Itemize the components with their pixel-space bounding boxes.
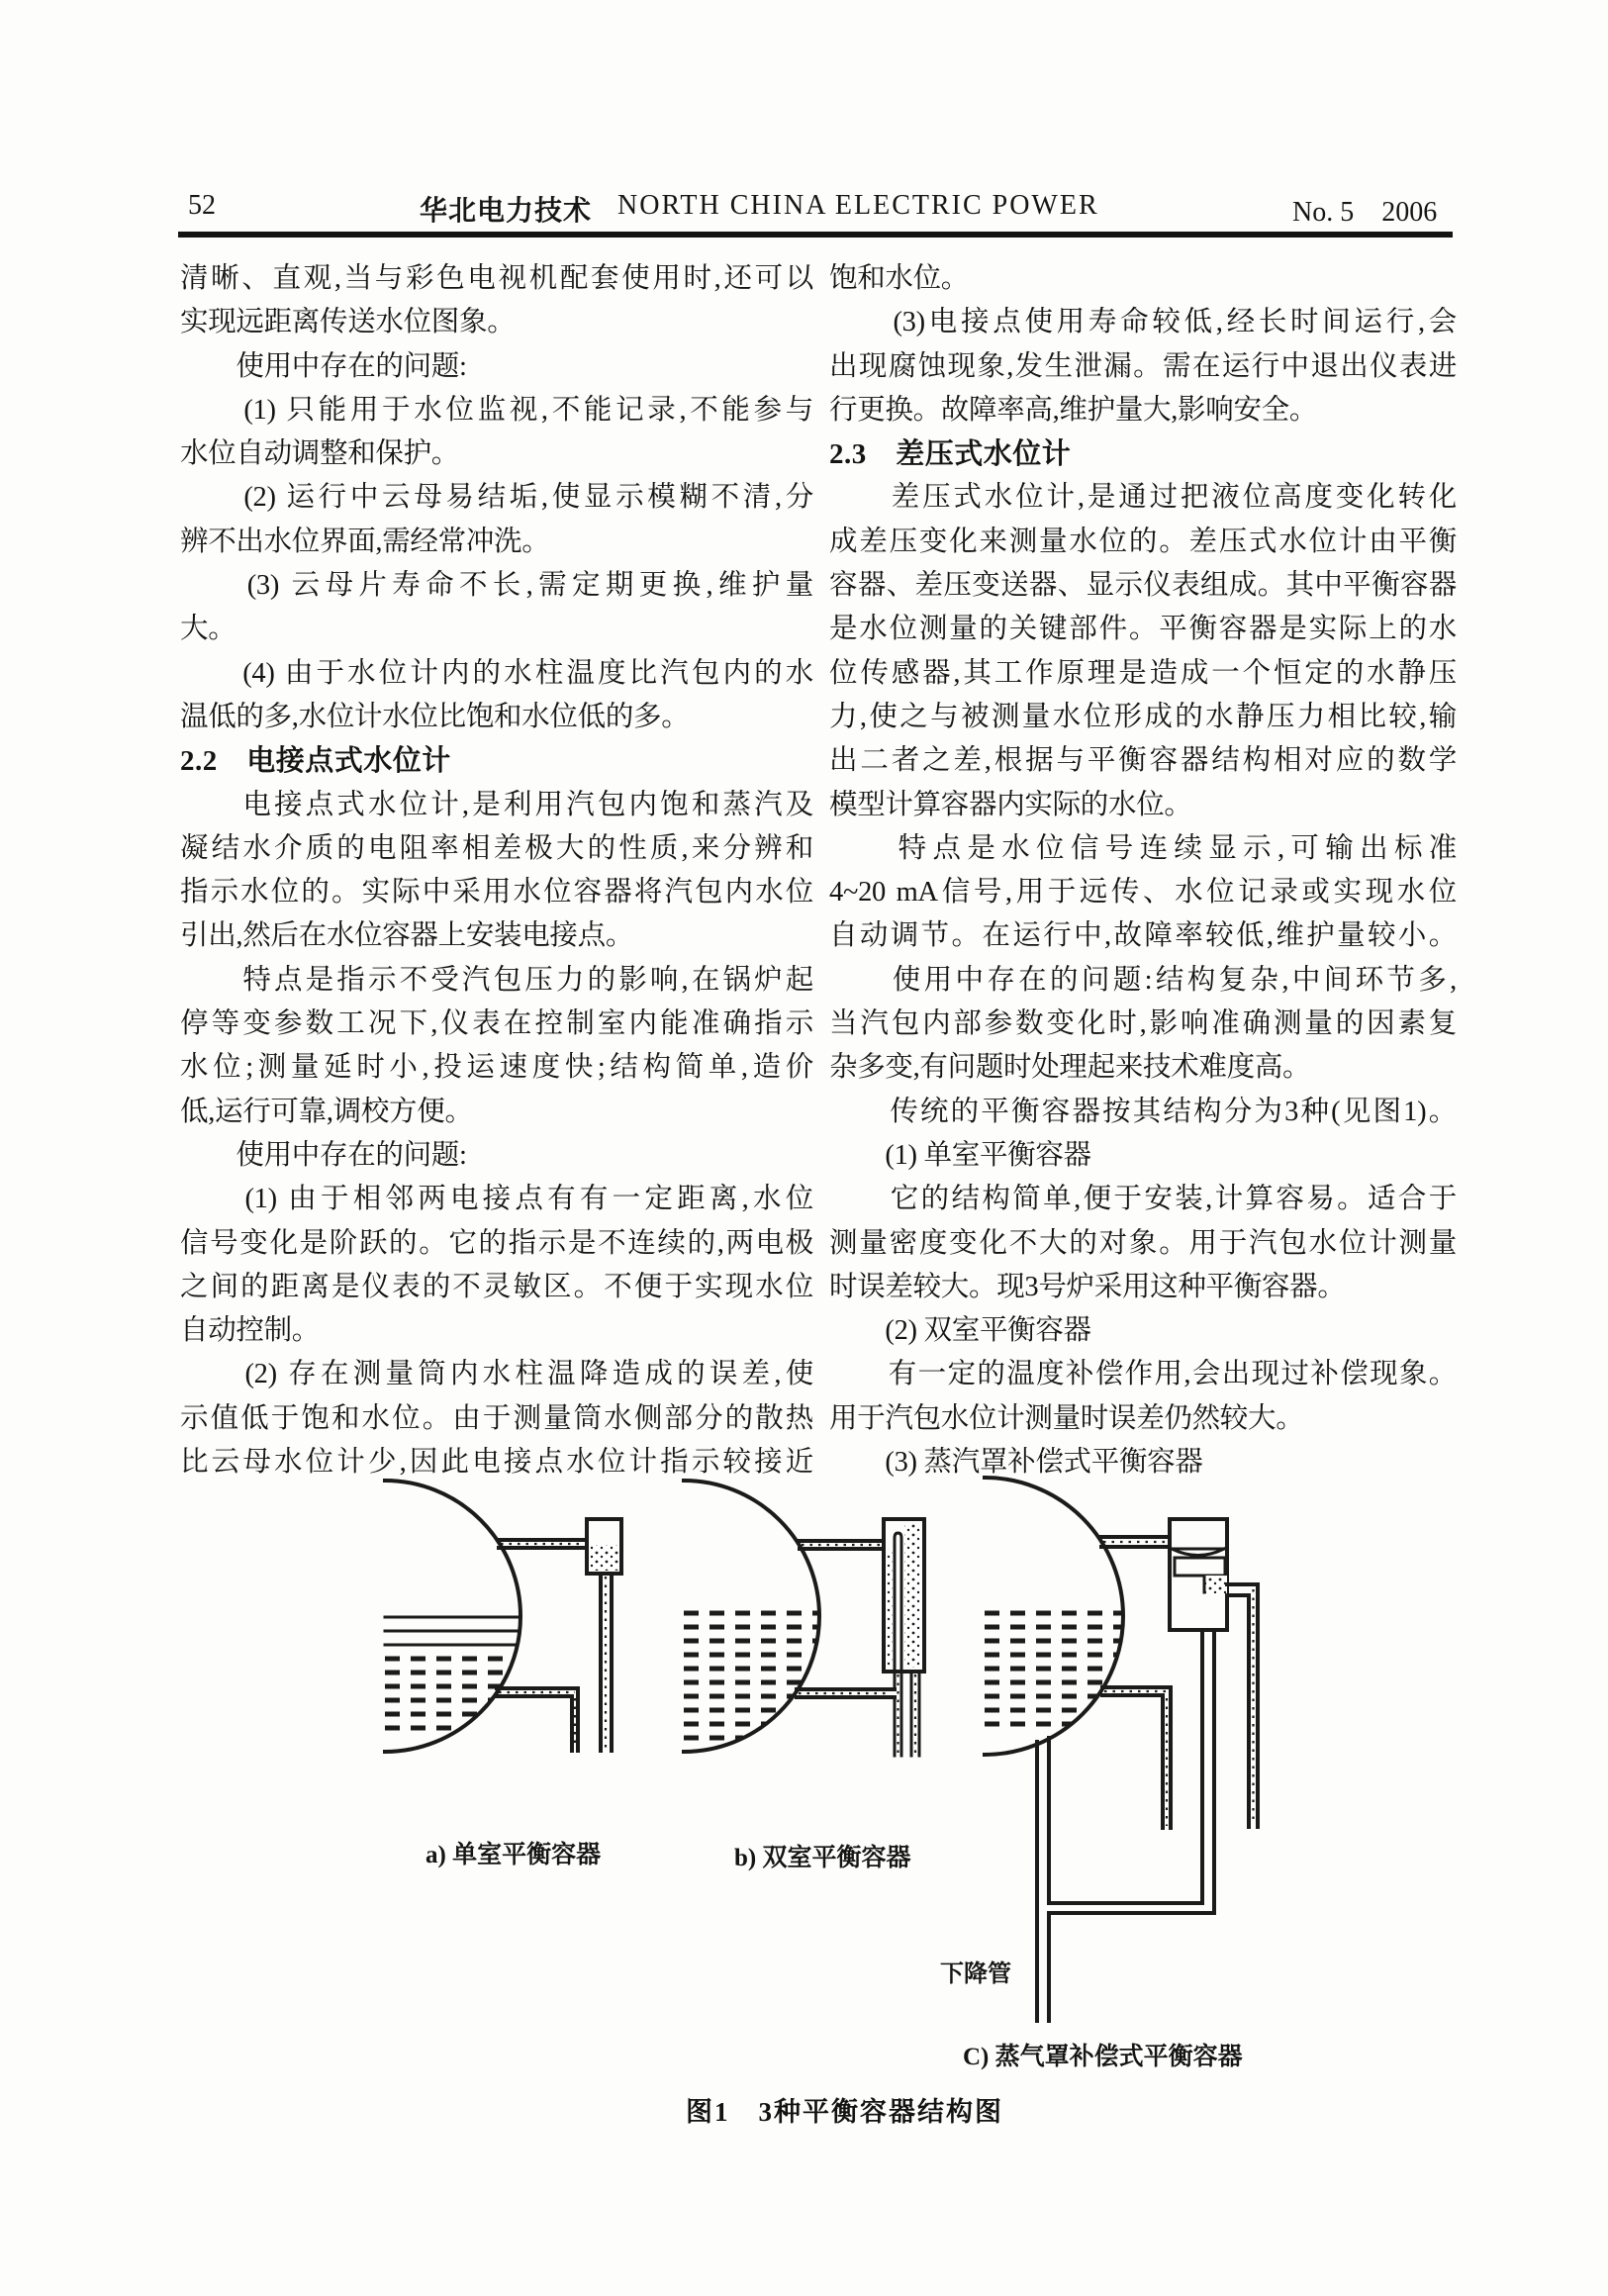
issue-number: No. 5 2006 [1292,197,1438,228]
text-line: 4~20 mA信号,用于远传、水位记录或实现水位 [829,877,1457,909]
header-rule [178,232,1453,238]
text-line: 示值低于饱和水位。由于测量筒水侧部分的散热 [180,1402,813,1434]
text-line: 它的结构简单,便于安装,计算容易。适合于 [829,1184,1457,1215]
text-line: 容器、差压变送器、显示仪表组成。其中平衡容器 [829,570,1457,602]
text-line: 指示水位的。实际中采用水位容器将汽包内水位 [180,877,813,909]
text-line: (1) 单室平衡容器 [829,1139,1091,1171]
text-line: 饱和水位。 [829,263,970,294]
text-line: 用于汽包水位计测量时误差仍然较大。 [829,1402,1304,1434]
text-line: 是水位测量的关键部件。平衡容器是实际上的水 [829,614,1457,645]
text-line: 杂多变,有问题时处理起来技术难度高。 [829,1052,1311,1084]
text-line: (3) 蒸汽罩补偿式平衡容器 [829,1447,1203,1479]
journal-title-cn: 华北电力技术 [420,196,593,227]
text-line: 水位;测量延时小,投运速度快;结构简单,造价 [180,1052,813,1084]
text-line: 低,运行可靠,调校方便。 [180,1096,473,1127]
text-line: 辨不出水位界面,需经常冲洗。 [180,526,550,557]
text-line: 测量密度变化不大的对象。用于汽包水位计测量 [829,1227,1457,1259]
text-line: 比云母水位计少,因此电接点水位计指示较接近 [180,1447,813,1479]
figure-caption: 图1 3种平衡容器结构图 [686,2097,1003,2127]
text-line: 使用中存在的问题: [180,350,467,382]
page-number: 52 [188,190,216,221]
text-line: 使用中存在的问题:结构复杂,中间环节多, [829,964,1457,996]
right-column [829,257,1457,1484]
text-line: 信号变化是阶跃的。它的指示是不连续的,两电极 [180,1227,813,1259]
text-line: 自动控制。 [180,1315,321,1347]
text-line: 温低的多,水位计水位比饱和水位低的多。 [180,701,690,732]
text-line: 清晰、直观,当与彩色电视机配套使用时,还可以 [180,263,813,294]
text-line: 时误差较大。现3号炉采用这种平衡容器。 [829,1271,1346,1302]
text-line: 水位自动调整和保护。 [180,438,460,470]
text-line: (3) 云母片寿命不长,需定期更换,维护量 [180,570,813,602]
text-line: (2) 运行中云母易结垢,使显示模糊不清,分 [180,482,813,514]
figure-label-b: b) 双室平衡容器 [734,1845,911,1871]
text-line: 实现远距离传送水位图象。 [180,307,516,338]
text-line: (4) 由于水位计内的水柱温度比汽包内的水 [180,657,813,689]
text-line: 凝结水介质的电阻率相差极大的性质,来分辨和 [180,832,813,864]
text-line: 电接点式水位计,是利用汽包内饱和蒸汽及 [180,789,813,820]
text-line: 传统的平衡容器按其结构分为3种(见图1)。 [829,1096,1457,1127]
text-line: 特点是水位信号连续显示,可输出标准 [829,832,1457,864]
text-line: (1) 由于相邻两电接点有有一定距离,水位 [180,1184,813,1215]
figure-balance-vessels [178,1435,1465,2157]
text-line: (2) 存在测量筒内水柱温降造成的误差,使 [180,1359,813,1390]
figure-label-downcomer: 下降管 [940,1961,1011,1987]
text-line: 力,使之与被测量水位形成的水静压力相比较,输 [829,701,1457,732]
figure-label-c: C) 蒸气罩补偿式平衡容器 [963,2044,1243,2070]
text-line: 差压式水位计,是通过把液位高度变化转化 [829,482,1457,514]
text-line: 当汽包内部参数变化时,影响准确测量的因素复 [829,1008,1457,1040]
journal-title-en: NORTH CHINA ELECTRIC POWER [617,190,1099,221]
text-line: 模型计算容器内实际的水位。 [829,789,1192,820]
figure-label-a: a) 单室平衡容器 [426,1842,602,1868]
text-line: (1) 只能用于水位监视,不能记录,不能参与 [180,394,813,426]
text-line: 有一定的温度补偿作用,会出现过补偿现象。 [829,1359,1457,1390]
diagram-double-chamber [684,1481,924,1756]
section-heading: 2.3 差压式水位计 [829,438,1072,471]
text-line: 自动调节。在运行中,故障率较低,维护量较小。 [829,920,1457,952]
section-heading: 2.2 电接点式水位计 [180,745,451,778]
text-line: 使用中存在的问题: [180,1139,467,1171]
text-line: 引出,然后在水位容器上安装电接点。 [180,920,634,952]
text-line: 停等变参数工况下,仪表在控制室内能准确指示 [180,1008,813,1040]
left-column [180,257,813,1484]
text-line: 大。 [180,614,236,645]
text-line: 之间的距离是仪表的不灵敏区。不便于实现水位 [180,1271,813,1302]
text-line: 位传感器,其工作原理是造成一个恒定的水静压 [829,657,1457,689]
text-line: 出二者之差,根据与平衡容器结构相对应的数学 [829,745,1457,777]
text-line: 出现腐蚀现象,发生泄漏。需在运行中退出仪表进 [829,350,1457,382]
text-line: 行更换。故障率高,维护量大,影响安全。 [829,394,1318,426]
text-line: 特点是指示不受汽包压力的影响,在锅炉起 [180,964,813,996]
text-line: (2) 双室平衡容器 [829,1315,1091,1347]
diagram-steam-hood [985,1478,1258,2021]
text-line: (3)电接点使用寿命较低,经长时间运行,会 [829,307,1457,338]
text-line: 成差压变化来测量水位的。差压式水位计由平衡 [829,526,1457,557]
diagram-single-chamber [385,1481,621,1752]
